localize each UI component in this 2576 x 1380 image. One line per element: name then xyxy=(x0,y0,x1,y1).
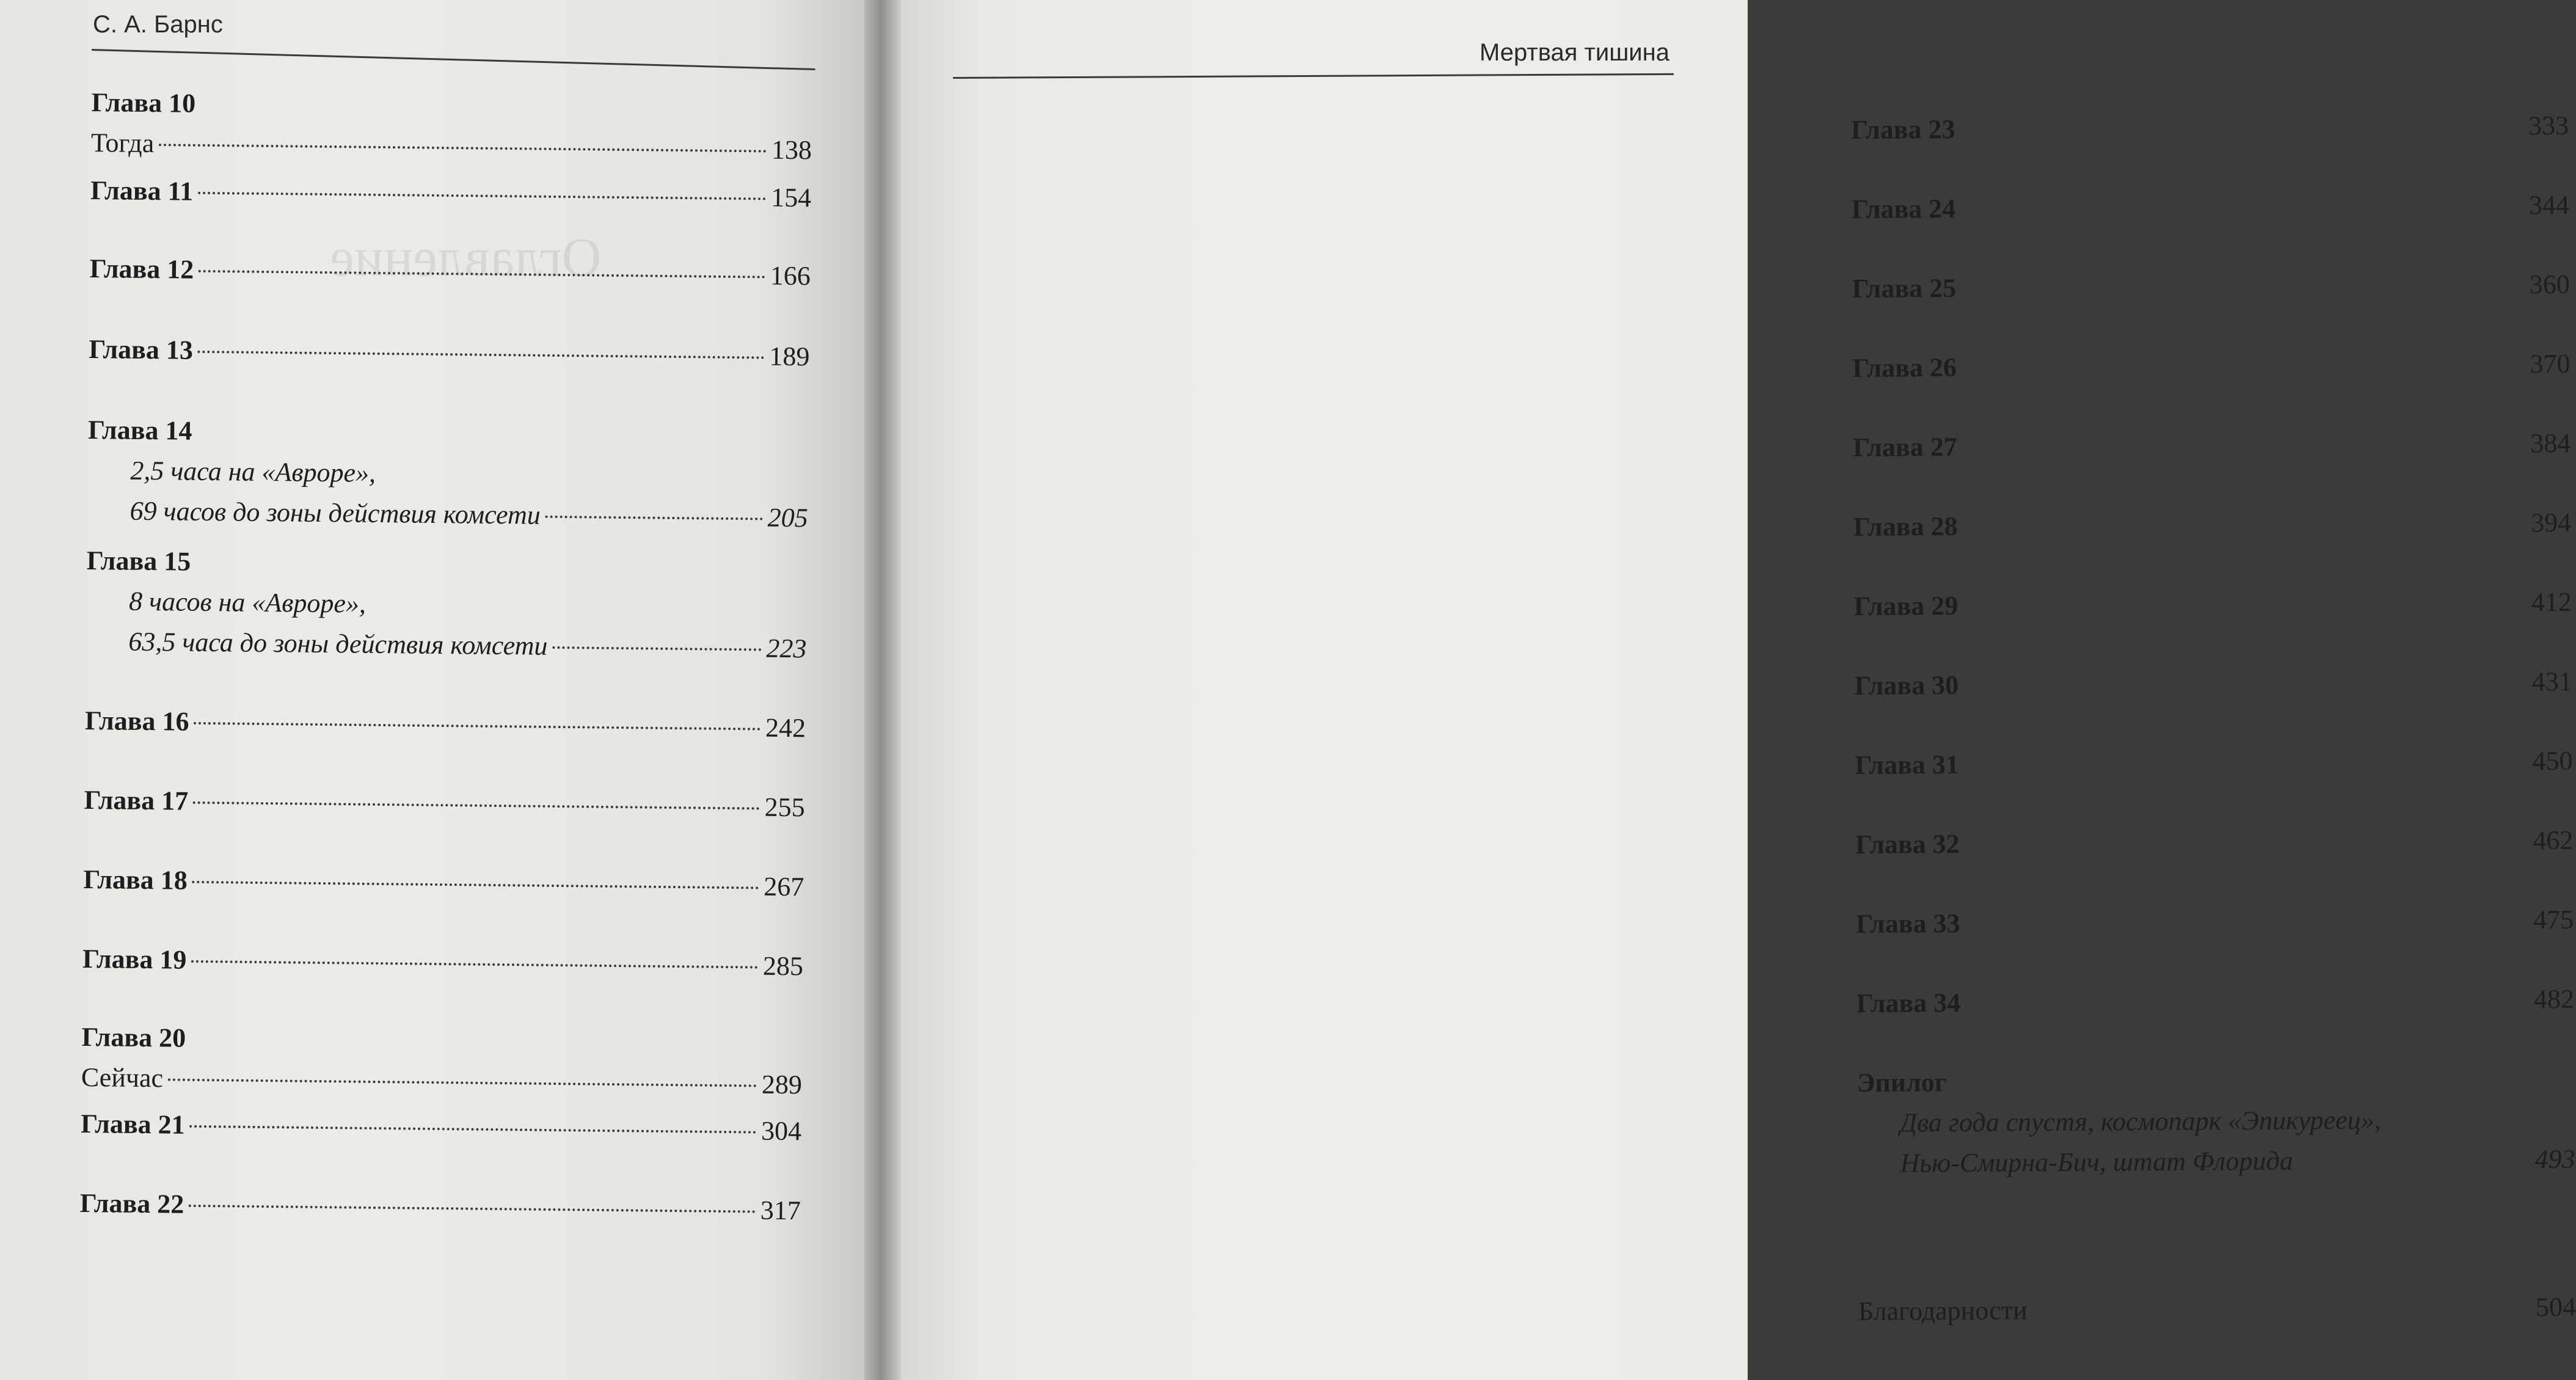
toc-row xyxy=(90,170,812,218)
toc-row xyxy=(1852,185,2569,230)
toc-subrow xyxy=(91,123,812,170)
chapter-title: Глава 31 xyxy=(1855,749,1960,780)
toc-row xyxy=(91,82,812,130)
toc-entry xyxy=(1854,582,2572,627)
toc-entry xyxy=(87,410,809,538)
toc-entry xyxy=(86,541,808,669)
page-number: 285 xyxy=(762,951,804,982)
subsection-title: Два года спустя, космопарк «Эпикуреец», xyxy=(1899,1104,2381,1138)
toc-row xyxy=(1856,979,2574,1024)
toc-subrow xyxy=(86,581,808,629)
section-title: Благодарности xyxy=(1858,1295,2027,1326)
toc-row xyxy=(1856,900,2574,944)
bleed-through-text: Оглавление xyxy=(330,227,602,288)
dot-leader xyxy=(1965,920,2529,926)
page-number: 450 xyxy=(2532,745,2573,776)
toc-row xyxy=(81,1017,803,1065)
page-number: 166 xyxy=(770,260,811,291)
page-number: 394 xyxy=(2530,507,2572,538)
dot-leader xyxy=(1965,999,2529,1006)
right-page xyxy=(901,0,2576,1380)
chapter-title: Глава 15 xyxy=(86,545,191,577)
toc-subrow xyxy=(1857,1139,2575,1184)
dot-leader xyxy=(2032,1307,2531,1313)
page-number: 475 xyxy=(2533,904,2574,935)
header-rule xyxy=(92,49,815,70)
dot-leader xyxy=(198,192,766,200)
page-number: 431 xyxy=(2531,666,2572,697)
subsection-title: Нью-Смирна-Бич, штат Флорида xyxy=(1900,1145,2293,1178)
page-number: 205 xyxy=(767,502,808,533)
toc-subrow xyxy=(87,491,808,538)
chapter-title: Глава 30 xyxy=(1854,670,1959,701)
subsection-title: Тогда xyxy=(90,127,155,159)
chapter-title: Глава 12 xyxy=(89,253,194,285)
toc-entry xyxy=(1852,185,2569,230)
toc-entry xyxy=(1853,503,2571,547)
toc-row xyxy=(1853,423,2571,468)
dot-leader xyxy=(194,722,761,731)
dot-leader xyxy=(199,270,765,279)
left-page xyxy=(0,0,864,1380)
chapter-title: Глава 22 xyxy=(79,1188,184,1219)
dot-leader xyxy=(1960,205,2524,211)
subsection-title: 63,5 часа до зоны действия комсети xyxy=(128,626,548,661)
toc-entry xyxy=(1856,900,2574,944)
dot-leader xyxy=(191,960,758,969)
dot-leader xyxy=(1961,285,2525,291)
page-number: 267 xyxy=(764,871,805,902)
toc-row xyxy=(83,860,805,907)
toc-entry xyxy=(1855,741,2572,786)
dot-leader xyxy=(1963,682,2527,688)
toc-row xyxy=(1851,106,2569,150)
page-number: 154 xyxy=(770,182,812,213)
toc-subrow xyxy=(86,621,807,669)
page-number: 462 xyxy=(2533,825,2574,856)
page-number: 493 xyxy=(2534,1144,2575,1175)
running-head-author: С. А. Барнс xyxy=(93,11,223,38)
page-number: 317 xyxy=(760,1195,801,1226)
chapter-title: Глава 25 xyxy=(1852,272,1957,304)
page-number: 255 xyxy=(764,792,805,823)
chapter-title: Глава 14 xyxy=(87,414,192,446)
toc-row xyxy=(82,939,804,987)
page-number: 223 xyxy=(766,633,807,664)
dot-leader xyxy=(189,1205,756,1213)
toc-entry xyxy=(91,82,812,170)
subsection-title: Сейчас xyxy=(81,1062,164,1093)
toc-row xyxy=(79,1183,801,1231)
toc-entry xyxy=(1858,1287,2576,1332)
toc-entry xyxy=(1853,423,2571,468)
toc-row xyxy=(89,329,810,377)
chapter-title: Глава 26 xyxy=(1852,352,1957,383)
toc-entry xyxy=(90,170,812,218)
dot-leader xyxy=(190,1125,757,1134)
chapter-title: Глава 13 xyxy=(89,334,194,365)
toc-entry xyxy=(81,1104,802,1152)
chapter-title: Глава 10 xyxy=(91,87,196,119)
dot-leader xyxy=(1965,841,2528,847)
toc-row xyxy=(1855,820,2573,865)
toc-entry xyxy=(84,780,805,828)
dot-leader xyxy=(198,351,765,359)
toc-row xyxy=(1853,503,2571,547)
dot-leader xyxy=(1962,444,2526,450)
chapter-title: Глава 20 xyxy=(81,1021,186,1053)
chapter-title: Глава 24 xyxy=(1851,193,1956,224)
page-number: 360 xyxy=(2529,269,2570,300)
toc-row xyxy=(1857,1059,2575,1103)
running-head-title: Мертвая тишина xyxy=(1480,39,1669,66)
chapter-title: Глава 29 xyxy=(1853,590,1958,621)
header-rule xyxy=(953,73,1674,79)
toc-entry xyxy=(1852,344,2570,389)
toc-row xyxy=(85,701,806,748)
subsection-title: 8 часов на «Авроре», xyxy=(128,586,367,619)
toc-row xyxy=(1852,344,2570,389)
toc-entry xyxy=(1856,979,2574,1024)
toc-row xyxy=(1855,741,2572,786)
dot-leader xyxy=(1964,761,2528,767)
chapter-title: Глава 18 xyxy=(83,864,188,896)
page-number: 384 xyxy=(2530,428,2571,459)
chapter-title: Глава 21 xyxy=(80,1108,185,1140)
toc-entry xyxy=(1855,820,2573,865)
subsection-title: 2,5 часа на «Авроре», xyxy=(130,455,376,488)
page-number: 242 xyxy=(765,712,806,743)
toc-subrow xyxy=(1857,1099,2575,1144)
toc-entry xyxy=(89,249,811,296)
toc-row xyxy=(1855,662,2572,706)
toc-entry xyxy=(1855,662,2572,706)
page-number: 370 xyxy=(2530,348,2571,379)
toc-row xyxy=(1852,265,2570,309)
dot-leader xyxy=(159,144,767,152)
page-number: 304 xyxy=(761,1115,802,1147)
toc-row xyxy=(81,1104,802,1152)
chapter-title: Глава 27 xyxy=(1853,431,1958,462)
toc-entry xyxy=(82,939,804,987)
dot-leader xyxy=(168,1078,757,1087)
chapter-title: Глава 11 xyxy=(90,175,194,206)
dot-leader xyxy=(1961,364,2525,370)
toc-row xyxy=(1854,582,2572,627)
toc-entry xyxy=(83,860,805,907)
toc-entry xyxy=(1852,265,2570,309)
page-number: 482 xyxy=(2533,984,2575,1015)
page-number: 289 xyxy=(761,1069,803,1100)
page-number: 504 xyxy=(2535,1291,2576,1323)
page-number: 333 xyxy=(2528,110,2569,141)
dot-leader xyxy=(193,801,760,810)
chapter-title: Глава 17 xyxy=(84,784,189,816)
toc-row xyxy=(1858,1287,2576,1332)
chapter-title: Глава 16 xyxy=(84,705,189,737)
chapter-title: Глава 34 xyxy=(1856,987,1961,1018)
chapter-title: Глава 32 xyxy=(1855,828,1960,860)
chapter-title: Глава 33 xyxy=(1855,908,1960,939)
dot-leader xyxy=(2298,1159,2530,1163)
dot-leader xyxy=(1963,602,2527,608)
table-of-contents-right xyxy=(1851,106,2576,1332)
page-number: 189 xyxy=(769,341,810,372)
toc-entry xyxy=(89,329,810,377)
toc-entry xyxy=(1857,1059,2575,1184)
toc-subrow xyxy=(87,450,809,498)
chapter-title: Глава 23 xyxy=(1851,114,1955,145)
toc-entry xyxy=(79,1183,801,1231)
toc-subrow xyxy=(81,1057,803,1105)
chapter-title: Глава 19 xyxy=(82,943,187,975)
toc-entry xyxy=(85,701,806,748)
page-number: 344 xyxy=(2528,189,2570,221)
page-number: 412 xyxy=(2531,586,2572,618)
toc-entry xyxy=(81,1017,803,1105)
page-number: 138 xyxy=(771,134,812,166)
toc-row xyxy=(89,249,811,296)
toc-row xyxy=(86,541,808,588)
toc-row xyxy=(88,410,809,458)
toc-row xyxy=(84,780,805,828)
table-of-contents-left xyxy=(79,82,812,1231)
dot-leader xyxy=(552,646,761,651)
chapter-title: Глава 28 xyxy=(1853,511,1958,542)
subsection-title: 69 часов до зоны действия комсети xyxy=(130,495,541,530)
dot-leader xyxy=(1960,126,2524,132)
dot-leader xyxy=(1963,523,2527,529)
book-gutter xyxy=(864,0,901,1380)
dot-leader xyxy=(192,881,759,889)
chapter-title: Эпилог xyxy=(1856,1067,1947,1098)
dot-leader xyxy=(545,516,763,520)
toc-entry xyxy=(1851,106,2569,150)
